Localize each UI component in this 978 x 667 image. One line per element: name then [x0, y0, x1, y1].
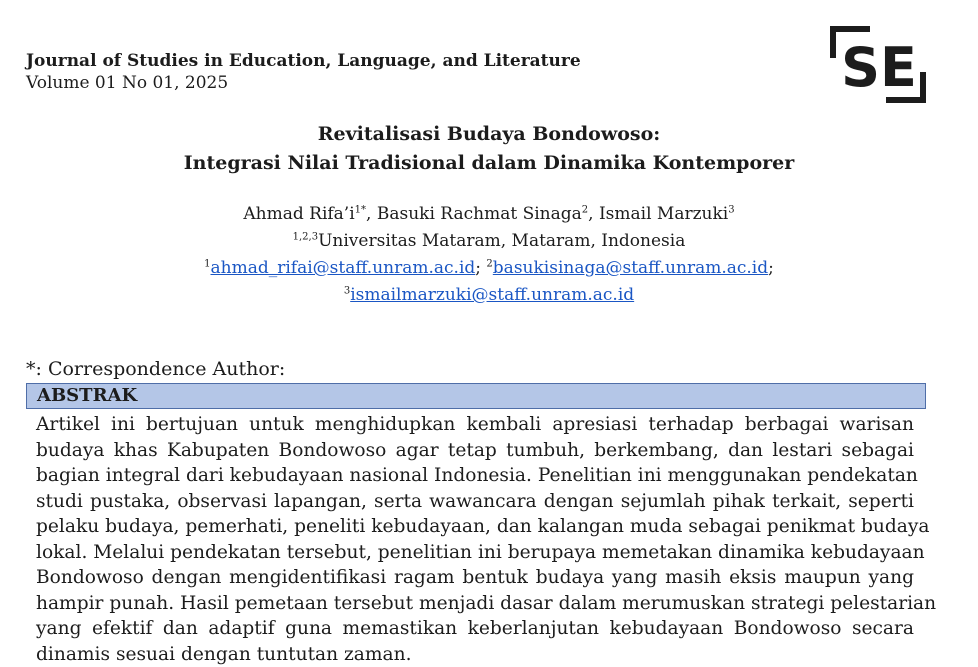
affiliation-line — [0, 228, 978, 255]
logo-text: SE — [841, 36, 917, 99]
abstract-line: bagian integral dari kebudayaan nasional Indonesia. Penelitian ini menggunakan pendekatan — [36, 463, 914, 489]
journal-header — [26, 50, 581, 94]
email-line-1 — [0, 255, 978, 282]
author-block — [0, 201, 978, 309]
abstract-line: pelaku budaya, pemerhati, peneliti kebudayaan, dan kalangan muda sebagai penikmat budaya — [36, 514, 914, 540]
author-separator: , — [366, 204, 377, 224]
author-2: Basuki Rachmat Sinaga — [377, 204, 582, 224]
email-3-sup: 3 — [344, 285, 350, 296]
abstract-body — [36, 412, 914, 667]
paper-title — [0, 120, 978, 178]
abstract-line: budaya khas Kabupaten Bondowoso agar tetap tumbuh, berkembang, dan lestari sebagai — [36, 438, 914, 464]
author-line — [0, 201, 978, 228]
email-separator: ; — [768, 258, 774, 278]
author-3: Ismail Marzuki — [599, 204, 728, 224]
abstract-line: dinamis sesuai dengan tuntutan zaman. — [36, 642, 914, 667]
author-1: Ahmad Rifa’i — [243, 204, 354, 224]
email-2-link[interactable]: basukisinaga@staff.unram.ac.id — [493, 258, 768, 278]
abstract-line: studi pustaka, observasi lapangan, serta wawancara dengan sejumlah pihak terkait, seperti — [36, 489, 914, 515]
email-2-sup: 2 — [486, 258, 492, 269]
email-separator: ; — [475, 258, 486, 278]
author-2-sup: 2 — [582, 204, 588, 215]
journal-volume: Volume 01 No 01, 2025 — [26, 72, 581, 94]
abstract-line: lokal. Melalui pendekatan tersebut, penelitian ini berupaya memetakan dinamika kebudayaan — [36, 540, 914, 566]
abstract-line: Bondowoso dengan mengidentifikasi ragam bentuk budaya yang masih eksis maupun yang — [36, 565, 914, 591]
journal-name: Journal of Studies in Education, Language, and Literature — [26, 50, 581, 72]
abstract-heading-bar — [26, 383, 926, 409]
abstract-line: hampir punah. Hasil pemetaan tersebut menjadi dasar dalam merumuskan strategi pelestarian — [36, 591, 914, 617]
affiliation-sup: 1,2,3 — [293, 231, 318, 242]
abstract-line: yang efektif dan adaptif guna memastikan keberlanjutan kebudayaan Bondowoso secara — [36, 616, 914, 642]
abstract-heading: ABSTRAK — [37, 384, 137, 408]
correspondence-label: *: Correspondence Author: — [26, 357, 285, 381]
email-3-link[interactable]: ismailmarzuki@staff.unram.ac.id — [350, 285, 634, 305]
email-1-sup: 1 — [204, 258, 210, 269]
author-separator: , — [588, 204, 599, 224]
title-line-2: Integrasi Nilai Tradisional dalam Dinamika Kontemporer — [0, 149, 978, 178]
author-3-sup: 3 — [728, 204, 734, 215]
title-line-1: Revitalisasi Budaya Bondowoso: — [0, 120, 978, 149]
email-line-2 — [0, 282, 978, 309]
author-1-sup: 1* — [355, 204, 366, 215]
affiliation: Universitas Mataram, Mataram, Indonesia — [318, 231, 685, 251]
email-1-link[interactable]: ahmad_rifai@staff.unram.ac.id — [211, 258, 476, 278]
abstract-line: Artikel ini bertujuan untuk menghidupkan kembali apresiasi terhadap berbagai warisan — [36, 412, 914, 438]
journal-se-logo-icon — [830, 26, 926, 104]
